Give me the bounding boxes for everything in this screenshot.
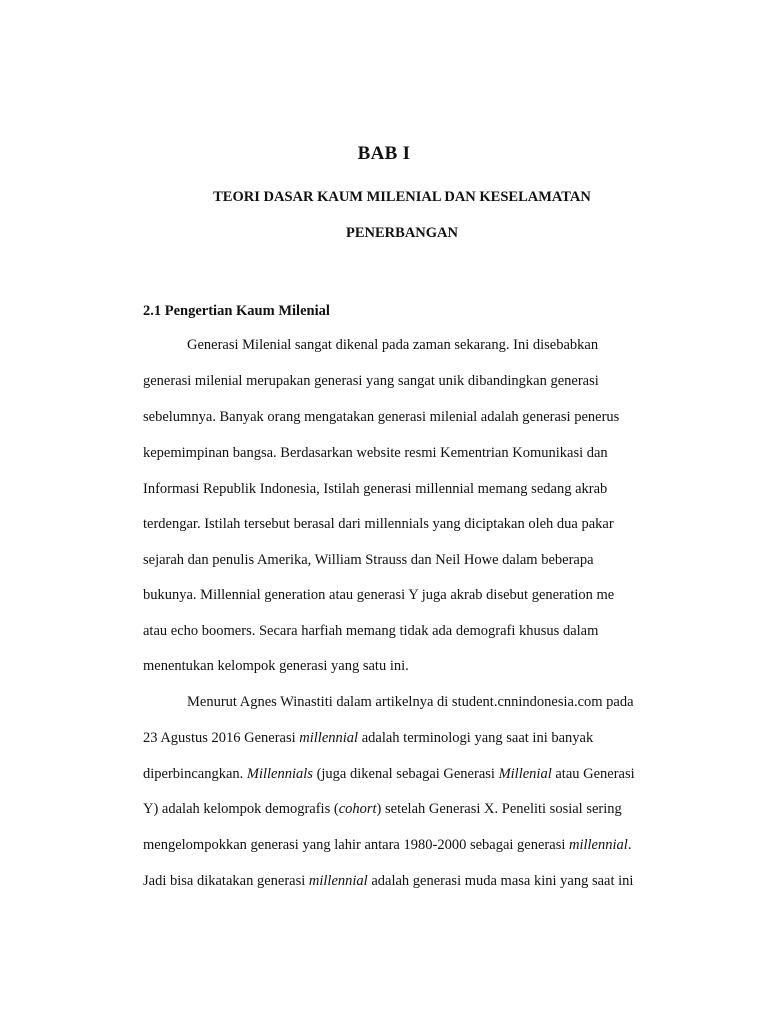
text-line: menentukan kelompok generasi yang satu ini. <box>143 658 409 674</box>
text-line: terdengar. Istilah tersebut berasal dari millennials yang diciptakan oleh dua pakar <box>143 516 614 532</box>
text-line: Generasi Milenial sangat dikenal pada zaman sekarang. Ini disebabkan <box>187 337 599 353</box>
text-line: Informasi Republik Indonesia, Istilah generasi millennial memang sedang akrab <box>143 481 608 497</box>
italic-term: Millennials <box>246 766 313 782</box>
italic-term: millennial <box>299 730 359 746</box>
text-line: mengelompokkan generasi yang lahir antara 1980-2000 sebagai generasi millennial. <box>143 837 632 853</box>
text-line: kepemimpinan bangsa. Berdasarkan website resmi Kementrian Komunikasi dan <box>143 445 608 461</box>
text-line: sebelumnya. Banyak orang mengatakan generasi milenial adalah generasi penerus <box>143 409 620 425</box>
text-line: 23 Agustus 2016 Generasi millennial adalah terminologi yang saat ini banyak <box>143 730 594 746</box>
italic-term: millennial <box>308 873 368 889</box>
text-line: atau echo boomers. Secara harfiah memang tidak ada demografi khusus dalam <box>143 623 599 639</box>
text-line: sejarah dan penulis Amerika, William Strauss dan Neil Howe dalam beberapa <box>143 552 594 568</box>
italic-term: cohort <box>338 801 377 817</box>
text-line: generasi milenial merupakan generasi yang sangat unik dibandingkan generasi <box>143 373 599 389</box>
text-line: bukunya. Millennial generation atau generasi Y juga akrab disebut generation me <box>143 587 615 603</box>
italic-term: Millenial <box>498 766 552 782</box>
text-line: Y) adalah kelompok demografis (cohort) setelah Generasi X. Peneliti sosial sering <box>143 801 622 817</box>
text-line: Jadi bisa dikatakan generasi millennial adalah generasi muda masa kini yang saat ini <box>143 873 634 889</box>
section-heading: 2.1 Pengertian Kaum Milenial <box>143 303 330 319</box>
chapter-label: BAB I <box>357 143 411 164</box>
chapter-title-line-2: PENERBANGAN <box>346 225 458 241</box>
chapter-title-line-1: TEORI DASAR KAUM MILENIAL DAN KESELAMATAN <box>213 189 591 205</box>
text-line: Menurut Agnes Winastiti dalam artikelnya di student.cnnindonesia.com pada <box>187 694 634 710</box>
text-line: diperbincangkan. Millennials (juga dikenal sebagai Generasi Millenial atau Generasi <box>143 766 635 782</box>
italic-term: millennial <box>569 837 628 853</box>
